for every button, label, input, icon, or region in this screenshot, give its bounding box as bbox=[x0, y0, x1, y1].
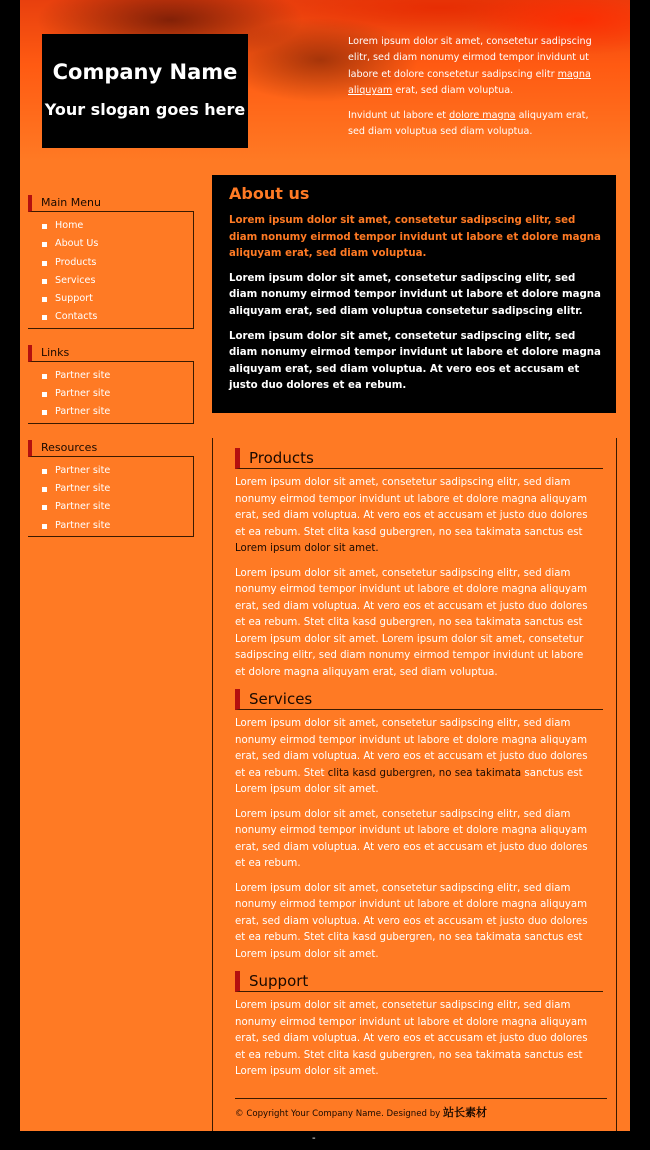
footer bbox=[235, 1098, 607, 1120]
sidebar-link[interactable]: Partner site bbox=[55, 519, 111, 531]
products-paragraph bbox=[235, 475, 595, 558]
header-intro-link-2[interactable]: dolore magna bbox=[449, 109, 516, 121]
sidebar-item-contacts[interactable] bbox=[28, 308, 193, 326]
sidebar-link[interactable]: Partner site bbox=[55, 369, 111, 381]
resources-list bbox=[28, 457, 194, 537]
header bbox=[20, 0, 630, 162]
logo-box[interactable] bbox=[42, 34, 248, 148]
links-list bbox=[28, 362, 194, 424]
paragraph-text: Lorem ipsum dolor sit amet, consetetur sadipscing elitr, sed diam nonumy eirmod tempor invidunt ut labore et dolore magna aliquyam erat, sed diam voluptua. At vero eos et accusam et justo duo dolores et ea rebum. Stet clita kasd gubergren, no sea takimata sanctus est bbox=[235, 477, 588, 538]
sidebar-item-home[interactable] bbox=[28, 217, 193, 235]
company-name: Company Name bbox=[52, 60, 238, 84]
sidebar-item-about-us[interactable] bbox=[28, 235, 193, 253]
header-intro-text: aliquyam erat, sed diam voluptua sed diam voluptua. bbox=[348, 109, 589, 138]
footer-copyright: © Copyright Your Company Name. Designed by bbox=[235, 1109, 443, 1119]
paragraph-text: Lorem ipsum dolor sit amet, consetetur sadipscing elitr, sed diam nonumy eirmod tempor invidunt ut labore et dolore magna aliquyam erat, sed diam voluptua. At vero eos et accusam et justo duo dolores et ea rebum. Stet bbox=[235, 718, 588, 779]
header-intro-text: Invidunt ut labore et bbox=[348, 109, 450, 121]
sidebar-item-support[interactable] bbox=[28, 290, 193, 308]
sidebar bbox=[28, 195, 194, 553]
main-content bbox=[212, 438, 617, 1131]
sidebar-item-partner-site[interactable] bbox=[28, 462, 193, 480]
sidebar-link[interactable]: About Us bbox=[55, 238, 99, 250]
header-intro-text: erat, sed diam voluptua. bbox=[392, 85, 514, 97]
sidebar-link[interactable]: Support bbox=[55, 293, 93, 305]
products-heading: Products bbox=[235, 448, 603, 469]
page-container bbox=[20, 0, 630, 1131]
about-body bbox=[229, 213, 601, 403]
sidebar-item-partner-site[interactable] bbox=[28, 480, 193, 498]
sidebar-link[interactable]: Partner site bbox=[55, 482, 111, 494]
services-paragraph: Lorem ipsum dolor sit amet, consetetur sadipscing elitr, sed diam nonumy eirmod tempor invidunt ut labore et dolore magna aliquyam erat, sed diam voluptua. At vero eos et accusam et justo duo dolores et ea rebum. Stet clita kasd gubergren, no sea takimata sanctus est Lorem ipsum dolor sit amet. bbox=[235, 882, 588, 960]
sidebar-link[interactable]: Partner site bbox=[55, 501, 111, 513]
about-paragraph: Lorem ipsum dolor sit amet, consetetur sadipscing elitr, sed diam nonumy eirmod tempor invidunt ut labore et dolore magna aliquyam erat, sed diam voluptua consetetur sadipscing elitr. bbox=[229, 272, 601, 317]
sidebar-link[interactable]: Partner site bbox=[55, 388, 111, 400]
sidebar-item-services[interactable] bbox=[28, 272, 193, 290]
services-heading: Services bbox=[235, 689, 603, 710]
sidebar-link[interactable]: Partner site bbox=[55, 464, 111, 476]
links-title: Links bbox=[28, 345, 194, 362]
sidebar-item-partner-site[interactable] bbox=[28, 498, 193, 516]
sidebar-link[interactable]: Products bbox=[55, 256, 97, 268]
services-body bbox=[235, 716, 595, 963]
main-menu bbox=[28, 195, 194, 329]
page-mark: - bbox=[312, 1133, 316, 1144]
slogan: Your slogan goes here bbox=[44, 100, 246, 119]
header-intro-paragraph-2 bbox=[348, 108, 596, 141]
resources-menu bbox=[28, 440, 194, 537]
products-paragraph: Lorem ipsum dolor sit amet, consetetur sadipscing elitr, sed diam nonumy eirmod tempor invidunt ut labore et dolore magna aliquyam erat, sed diam voluptua. At vero eos et accusam et justo duo dolores et ea rebum. Stet clita kasd gubergren, no sea takimata sanctus est Lorem ipsum dolor sit amet. Lorem ipsum dolor sit amet, consetetur sadipscing elitr, sed diam nonumy eirmod tempor invidunt ut labore et dolore magna aliquyam erat, sed diam voluptua. bbox=[235, 567, 588, 678]
products-body bbox=[235, 475, 595, 681]
about-paragraph: Lorem ipsum dolor sit amet, consetetur sadipscing elitr, sed diam nonumy eirmod tempor invidunt ut labore et dolore magna aliquyam erat, sed diam voluptua. At vero eos et accusam et justo duo dolores et ea rebum. bbox=[229, 330, 601, 392]
sidebar-item-partner-site[interactable] bbox=[28, 403, 193, 421]
paragraph-highlight: clita kasd gubergren, no sea takimata bbox=[327, 767, 522, 779]
sidebar-item-products[interactable] bbox=[28, 254, 193, 272]
about-title: About us bbox=[229, 184, 310, 203]
sidebar-item-partner-site[interactable] bbox=[28, 367, 193, 385]
sidebar-item-partner-site[interactable] bbox=[28, 385, 193, 403]
main-menu-list bbox=[28, 212, 194, 329]
support-paragraph: Lorem ipsum dolor sit amet, consetetur sadipscing elitr, sed diam nonumy eirmod tempor invidunt ut labore et dolore magna aliquyam erat, sed diam voluptua. At vero eos et accusam et justo duo dolores et ea rebum. Stet clita kasd gubergren, no sea takimata sanctus est Lorem ipsum dolor sit amet. bbox=[235, 1000, 588, 1077]
header-intro bbox=[348, 34, 596, 148]
sidebar-link[interactable]: Partner site bbox=[55, 406, 111, 418]
services-paragraph: Lorem ipsum dolor sit amet, consetetur sadipscing elitr, sed diam nonumy eirmod tempor invidunt ut labore et dolore magna aliquyam erat, sed diam voluptua. At vero eos et accusam et justo duo dolores et ea rebum. bbox=[235, 808, 588, 869]
support-heading: Support bbox=[235, 971, 603, 992]
paragraph-highlight: Lorem ipsum dolor sit amet. bbox=[235, 543, 379, 554]
main-menu-title: Main Menu bbox=[28, 195, 194, 212]
services-paragraph bbox=[235, 716, 595, 799]
sidebar-item-partner-site[interactable] bbox=[28, 517, 193, 535]
paragraph-text: sanctus est Lorem ipsum dolor sit amet. bbox=[235, 767, 583, 795]
support-body bbox=[235, 998, 595, 1081]
footer-designer-link[interactable]: 站长素材 bbox=[442, 1106, 487, 1119]
resources-title: Resources bbox=[28, 440, 194, 457]
header-intro-paragraph-1 bbox=[348, 34, 596, 100]
header-intro-link-1[interactable]: magna aliquyam bbox=[348, 68, 591, 97]
sidebar-link[interactable]: Contacts bbox=[55, 311, 98, 323]
sidebar-link[interactable]: Home bbox=[55, 220, 84, 231]
about-box bbox=[212, 175, 616, 413]
header-intro-text: Lorem ipsum dolor sit amet, consetetur sadipscing elitr, sed diam nonumy eirmod tempor invidunt ut labore et dolore consetetur sadipscing elitr bbox=[348, 36, 592, 80]
about-paragraph: Lorem ipsum dolor sit amet, consetetur sadipscing elitr, sed diam nonumy eirmod tempor invidunt ut labore et dolore magna aliquyam erat, sed diam voluptua. bbox=[229, 215, 601, 260]
links-menu bbox=[28, 345, 194, 424]
sidebar-link[interactable]: Services bbox=[55, 274, 96, 286]
